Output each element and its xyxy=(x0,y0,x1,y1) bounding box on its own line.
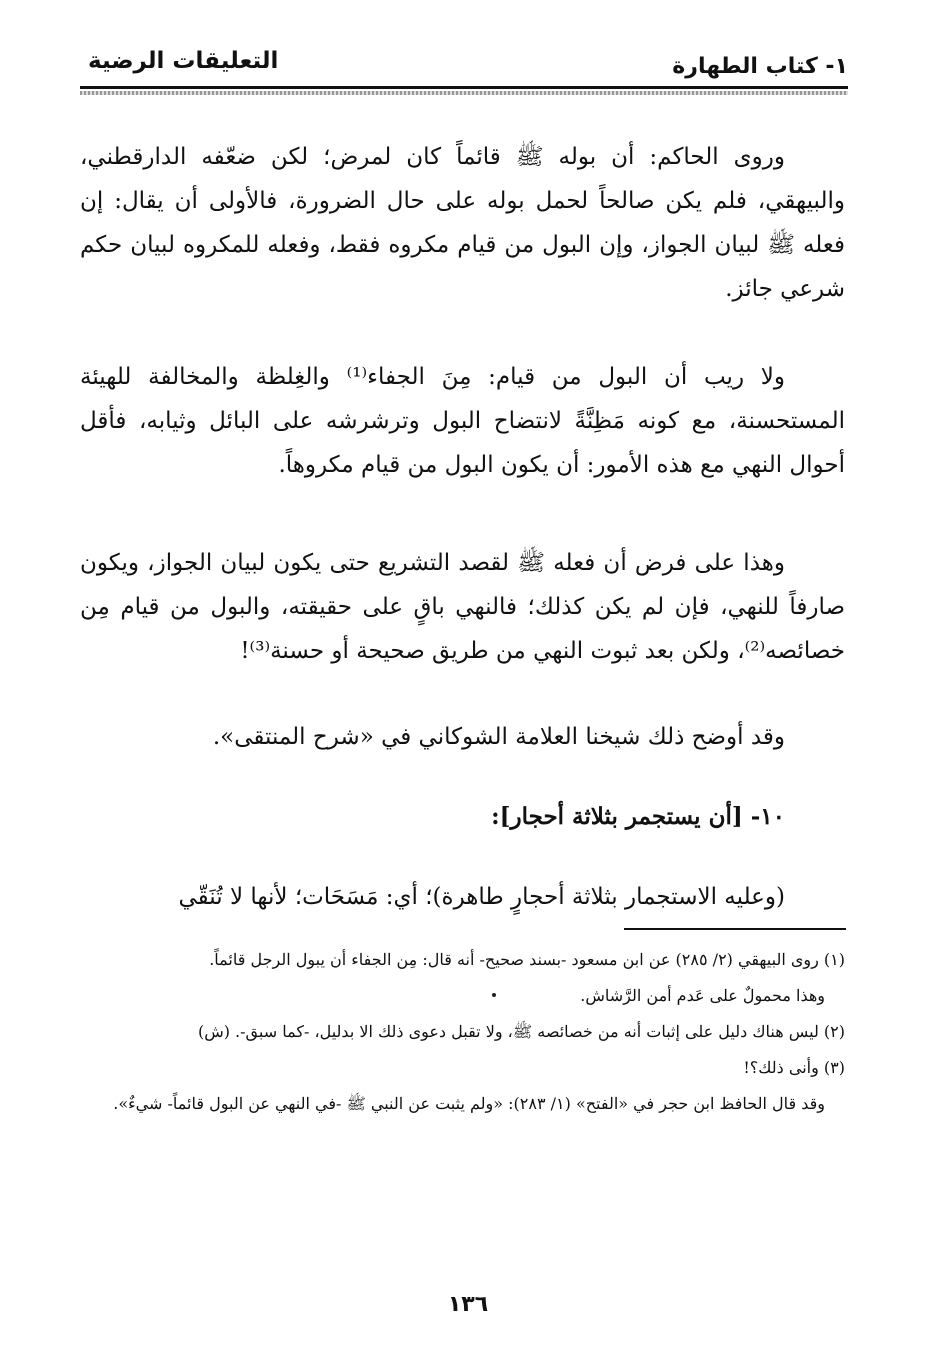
book-title: التعليقات الرضية xyxy=(88,48,279,74)
footnote-3: (٣) وأنى ذلك؟! xyxy=(743,1058,845,1077)
footnote-1: (١) روى البيهقي (٢/ ٢٨٥) عن ابن مسعود -بسند صحيح- أنه قال: مِن الجفاء أن يبول الرجل قائماً. xyxy=(209,950,845,969)
footnote-3-continuation: وقد قال الحافظ ابن حجر في «الفتح» (١/ ٢٨٣): «ولم يثبت عن النبي ﷺ -في النهي عن البول قائماً- شيءٌ». xyxy=(113,1094,825,1113)
paragraph-6: (وعليه الاستجمار بثلاثة أحجارٍ طاهرة)؛ أي: مَسَحَات؛ لأنها لا تُنَقّي xyxy=(178,884,785,910)
section-heading: ١٠- [أن يستجمر بثلاثة أحجار]: xyxy=(491,803,785,830)
footnote-separator xyxy=(624,928,846,930)
page-number: ١٣٦ xyxy=(447,1292,489,1317)
page-header xyxy=(80,40,848,90)
paragraph-3: وهذا على فرض أن فعله ﷺ لقصد التشريع حتى يكون لبيان الجواز، ويكون صارفاً للنهي، فإن لم يكن كذلك؛ فالنهي باقٍ على حقيقته، والبول من قيام مِن خصائصه⁽²⁾، ولكن بعد ثبوت النهي من طريق صحيحة أو حسنة⁽³⁾! xyxy=(80,550,845,664)
paragraph-4: وقد أوضح ذلك شيخنا العلامة الشوكاني في «شرح المنتقى». xyxy=(212,724,785,750)
header-rule xyxy=(80,86,848,89)
footnotes xyxy=(80,942,845,1122)
footnote-2: (٢) ليس هناك دليل على إثبات أنه من خصائصه ﷺ، ولا تقبل دعوى ذلك الا بدليل، -كما سبق-. (ش) xyxy=(197,1022,845,1041)
header-shaded-rule xyxy=(80,91,848,95)
paragraph-2: ولا ريب أن البول من قيام: مِنَ الجفاء⁽¹⁾ والغِلظة والمخالفة للهيئة المستحسنة، مع كونه مَظِنَّةً لانتضاح البول وترشرشه على البائل وثيابه، فأقل أحوال النهي مع هذه الأمور: أن يكون البول من قيام مكروهاً. xyxy=(80,364,845,478)
paragraph-1: وروى الحاكم: أن بوله ﷺ قائماً كان لمرض؛ لكن ضعّفه الدارقطني، والبيهقي، فلم يكن صالحاً لحمل بوله على حال الضرورة، فالأولى أن يقال: إن فعله ﷺ لبيان الجواز، وإن البول من قيام مكروه فقط، وفعله للمكروه لبيان حكم شرعي جائز. xyxy=(80,144,845,302)
footnote-1-continuation: وهذا محمولٌ على عَدم أمن الرَّشاش. xyxy=(580,986,825,1005)
chapter-title: ١- كتاب الطهارة xyxy=(672,54,848,79)
